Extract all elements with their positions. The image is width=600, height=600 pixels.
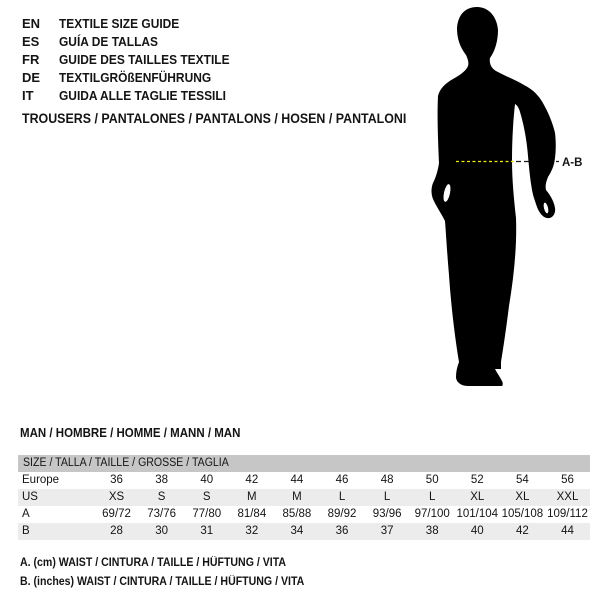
footnote-a: [20, 554, 329, 573]
size-cell: 46: [335, 474, 349, 486]
size-cell: 48: [380, 474, 394, 486]
language-label: GUÍA DE TALLAS: [59, 33, 159, 49]
language-label: TEXTILGRÖßENFÜHRUNG: [59, 69, 212, 85]
size-cell: 36: [110, 474, 123, 486]
size-table-header-text: SIZE / TALLA / TAILLE / GRÖSSE / TAGLIA: [23, 457, 229, 469]
row-label: US: [22, 491, 38, 503]
size-cell: 44: [290, 474, 304, 486]
section-title-man-text: MAN / HOMBRE / HOMME / MANN / MAN: [20, 426, 241, 440]
table-row-europe: [18, 472, 590, 489]
size-cell: 105/108: [501, 508, 544, 520]
footnote-a-text: A. (cm) WAIST / CINTURA / TAILLE / HÜFTUNG / VITA: [20, 557, 287, 569]
size-cell: 40: [470, 525, 484, 537]
language-code: FR: [22, 51, 40, 67]
size-cell: 56: [561, 474, 574, 486]
size-cell: 31: [200, 525, 214, 537]
size-cell: S: [202, 491, 211, 503]
size-cell: 73/76: [147, 508, 177, 520]
size-cell: 50: [425, 474, 439, 486]
size-cell: XL: [470, 491, 485, 503]
size-cell: 42: [245, 474, 259, 486]
size-cell: L: [429, 491, 436, 503]
language-label: GUIDA ALLE TAGLIE TESSILI: [59, 87, 227, 103]
language-label: TEXTILE SIZE GUIDE: [59, 15, 180, 31]
size-cell: 32: [245, 525, 259, 537]
size-table-header: [18, 455, 590, 472]
size-cell: XL: [515, 491, 530, 503]
row-label: Europe: [22, 474, 60, 486]
size-cell: 89/92: [327, 508, 357, 520]
man-silhouette: [432, 7, 556, 386]
size-cell: 38: [155, 474, 169, 486]
size-table: [18, 455, 590, 540]
size-cell: 36: [335, 525, 349, 537]
size-cell: 42: [515, 525, 529, 537]
size-cell: M: [247, 491, 257, 503]
size-cell: L: [383, 491, 391, 503]
size-cell: 38: [425, 525, 439, 537]
table-row-us: [18, 489, 590, 506]
measure-label: A-B: [562, 157, 583, 169]
size-cell: XS: [108, 491, 125, 503]
size-cell: M: [292, 491, 302, 503]
size-cell: 54: [515, 474, 529, 486]
size-cell: 77/80: [192, 508, 222, 520]
section-title-man: [20, 426, 260, 440]
footnote-b: [20, 573, 329, 592]
size-cell: 109/112: [547, 508, 588, 520]
footnote-b-text: B. (inches) WAIST / CINTURA / TAILLE / HÜFTUNG / VITA: [20, 575, 305, 588]
size-cell: 37: [380, 525, 394, 537]
table-row-a: [18, 506, 590, 523]
size-cell: 69/72: [102, 508, 131, 520]
language-code: IT: [22, 87, 34, 103]
row-label: B: [22, 525, 30, 537]
size-cell: 44: [561, 525, 574, 537]
product-category-text: TROUSERS / PANTALONES / PANTALONS / HOSEN / PANTALONI: [22, 111, 407, 126]
language-code: DE: [22, 69, 41, 85]
size-cell: L: [338, 491, 346, 503]
table-row-b: [18, 523, 590, 540]
language-code: ES: [22, 33, 40, 49]
size-cell: 40: [200, 474, 214, 486]
size-cell: 52: [470, 474, 484, 486]
language-label: GUIDE DES TAILLES TEXTILE: [59, 51, 230, 67]
size-table-rows: [18, 472, 590, 540]
size-cell: 93/96: [372, 508, 402, 520]
size-cell: 101/104: [456, 508, 499, 520]
size-cell: XXL: [556, 491, 579, 503]
size-cell: 34: [290, 525, 304, 537]
size-cell: 30: [155, 525, 169, 537]
size-cell: 81/84: [237, 508, 267, 520]
language-code: EN: [22, 15, 41, 31]
size-cell: 28: [110, 525, 123, 537]
footnotes: [20, 554, 329, 591]
size-cell: S: [157, 491, 166, 503]
row-label: A: [22, 508, 30, 520]
size-cell: 97/100: [414, 508, 450, 520]
size-cell: 85/88: [282, 508, 312, 520]
